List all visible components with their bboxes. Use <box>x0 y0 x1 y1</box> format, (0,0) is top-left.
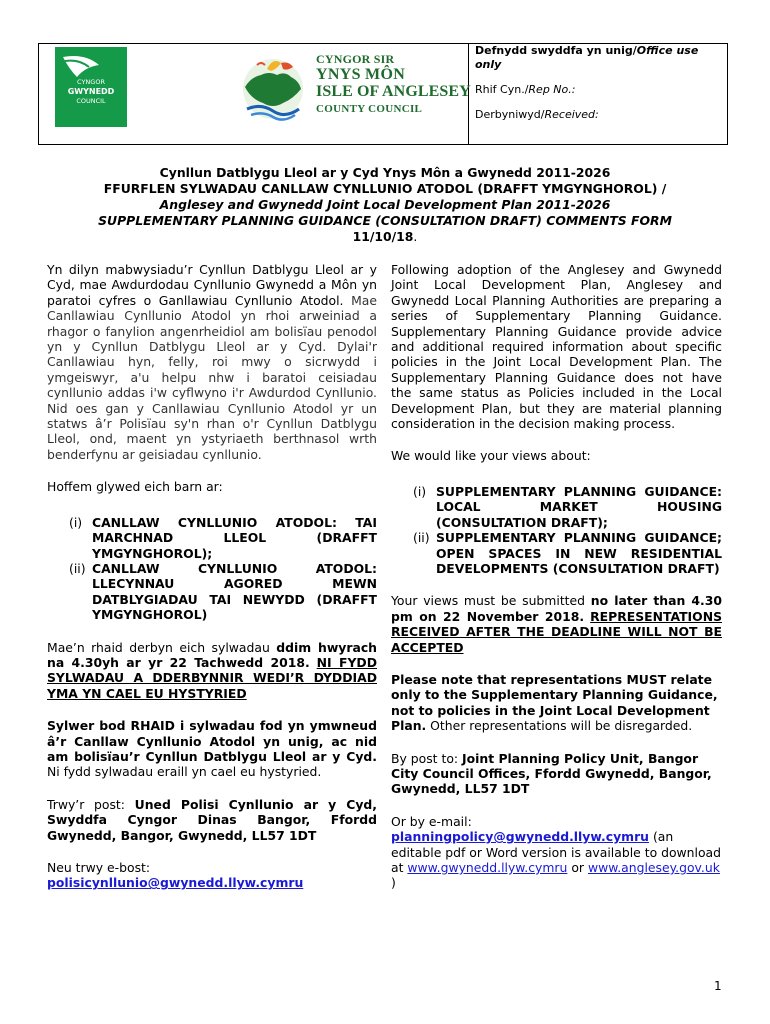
received-cy: Derbyniwyd/ <box>475 108 545 121</box>
office-use-label <box>475 44 725 72</box>
list-item <box>47 561 377 623</box>
anglesey-logo-line1: CYNGOR SIR <box>316 52 395 66</box>
welsh-deadline-b: ddim hwyrach na 4.30yh ar yr 22 Tachwedd 2018. <box>47 639 377 670</box>
english-post-label: By post to: <box>391 750 463 766</box>
list-item-number: (i) <box>413 483 427 499</box>
welsh-note-a: Sylwer bod RHAID i sylwadau fod yn ymwneud â’r Canllaw Cynllunio Atodol yn unig, ac nid am bolisïau’r Cynllun Datblygu Lleol ar y Cyd. <box>47 718 377 764</box>
received-en: Received: <box>544 108 599 121</box>
english-note <box>391 672 722 734</box>
list-item-number: (ii) <box>69 560 86 576</box>
anglesey-logo-line4: COUNTY COUNCIL <box>316 103 423 115</box>
list-item-number: (i) <box>69 514 83 530</box>
english-post-address: Joint Planning Policy Unit, Bangor City Council Offices, Ffordd Gwynedd, Bangor, Gwynedd, LL57 1DT <box>391 750 712 797</box>
english-deadline-a: Your views must be submitted <box>391 593 591 609</box>
office-use-cy: Defnydd swyddfa yn unig/ <box>475 44 637 57</box>
gwynedd-website-link[interactable]: www.gwynedd.llyw.cymru <box>407 860 568 875</box>
english-email-link[interactable]: planningpolicy@gwynedd.llyw.cymru <box>391 829 650 845</box>
welsh-views-heading: Hoffem glywed eich barn ar: <box>47 479 223 495</box>
welsh-guidance-list <box>47 515 377 623</box>
office-use-en: Office use only <box>475 44 699 71</box>
anglesey-council-logo-icon <box>237 53 309 125</box>
english-close: ) <box>391 875 396 891</box>
list-item <box>391 484 722 530</box>
title-date-suffix: . <box>413 229 418 244</box>
title-date-line <box>38 229 732 245</box>
title-line-1: Cynllun Datblygu Lleol ar y Cyd Ynys Môn a Gwynedd 2011-2026 <box>159 165 611 180</box>
anglesey-logo-line2: YNYS MÔN <box>316 66 406 83</box>
english-or: or <box>567 860 588 875</box>
gwynedd-logo-line1: CYNGOR <box>77 78 105 86</box>
form-title <box>38 165 732 245</box>
anglesey-website-link[interactable]: www.anglesey.gov.uk <box>587 860 720 875</box>
list-item <box>47 515 377 561</box>
page-number: 1 <box>714 979 722 993</box>
title-line-2: FFURFLEN SYLWADAU CANLLAW CYNLLUNIO ATODOL (DRAFFT YMGYNGHOROL) / <box>103 181 667 196</box>
welsh-post <box>47 797 377 843</box>
welsh-email-link[interactable]: polisicynllunio@gwynedd.llyw.cymru <box>47 875 304 891</box>
title-line-3: Anglesey and Gwynedd Joint Local Development Plan 2011-2026 <box>159 197 611 212</box>
english-note-a: Please note that representations MUST relate only to the Supplementary Planning Guidance, not to policies in the Joint Local Development Plan. <box>391 671 718 734</box>
received-label <box>475 108 725 122</box>
welsh-note-b: Ni fydd sylwadau eraill yn cael eu hystyried. <box>47 764 322 780</box>
rep-no-en: Rep No.: <box>528 83 576 96</box>
welsh-intro <box>47 262 377 462</box>
list-item-number: (ii) <box>413 530 430 546</box>
english-intro: Following adoption of the Anglesey and Gwynedd Joint Local Development Plan, Anglesey and Gwynedd Local Planning Authorities are preparing a series of Supplementary Planning Guidance. Supplementary Planning Guidance provide advice and additional required information about specific policies in the Joint Local Development Plan. The Supplementary Planning Guidance does not have the same status as Policies included in the Local Development Plan, but they are material planning consideration in the decision making process. <box>391 262 722 432</box>
list-item-text: CANLLAW CYNLLUNIO ATODOL: LLECYNNAU AGORED MEWN DATBLYGIADAU TAI NEWYDD (DRAFFT YMGYNGHOROL) <box>92 560 377 623</box>
welsh-email-line <box>47 875 377 890</box>
english-deadline <box>391 593 722 655</box>
english-email-line <box>391 829 722 891</box>
welsh-deadline <box>47 640 377 702</box>
welsh-note <box>47 718 377 780</box>
title-date: 11/10/18 <box>352 229 414 244</box>
english-deadline-b: no later than 4.30 pm on 22 November 2018. <box>391 593 722 624</box>
list-item <box>391 530 722 576</box>
list-item-text: SUPPLEMENTARY PLANNING GUIDANCE: LOCAL MARKET HOUSING (CONSULTATION DRAFT); <box>436 483 722 530</box>
office-use-block <box>475 44 725 122</box>
gwynedd-logo-line3: COUNCIL <box>76 97 106 105</box>
rep-no-label <box>475 83 725 97</box>
gwynedd-council-logo <box>55 47 127 127</box>
welsh-column <box>47 262 377 891</box>
english-email-label: Or by e-mail: <box>391 813 472 829</box>
anglesey-logo-text <box>316 53 471 115</box>
list-item-text: CANLLAW CYNLLUNIO ATODOL: TAI MARCHNAD LLEOL (DRAFFT YMGYNGHOROL); <box>92 514 377 561</box>
welsh-intro-b: Mae Canllawiau Cynllunio Atodol yn rhoi arweiniad a rhagor o fanylion angenrheidiol am bolisïau penodol yn y Cynllun Datblygu Lleol ar y Cyd. Dylai'r Canllawiau hyn, felly, roi mwy o sicrwydd i ymgeiswyr, a'u helpu nhw i baratoi ceisiadau cynllunio addas i'w cyflwyno i'r Awdurdod Cynllunio. Nid oes gan y Canllawiau Cynllunio Atodol yr un statws â’r Polisïau sy'n rhan o'r Cynllun Datblygu Lleol, ond, maent yn ystyriaeth berthnasol wrth benderfynu ar geisiadau cynllunio. <box>47 292 377 462</box>
welsh-post-label: Trwy’r post: <box>47 796 135 812</box>
welsh-deadline-warning: NI FYDD SYLWADAU A DDERBYNNIR WEDI’R DYDDIAD YMA YN CAEL EU HYSTYRIED <box>47 654 377 701</box>
english-views-heading: We would like your views about: <box>391 448 591 464</box>
english-guidance-list <box>391 484 722 576</box>
english-email-after: (an editable pdf or Word version is available to download at <box>391 829 721 875</box>
anglesey-logo-line3: ISLE OF ANGLESEY <box>316 83 471 100</box>
list-item-text: SUPPLEMENTARY PLANNING GUIDANCE; OPEN SPACES IN NEW RESIDENTIAL DEVELOPMENTS (CONSULTATION DRAFT) <box>436 530 722 576</box>
english-note-b: Other representations will be disregarded. <box>426 718 693 734</box>
english-column <box>391 262 722 891</box>
title-line-4: SUPPLEMENTARY PLANNING GUIDANCE (CONSULTATION DRAFT) COMMENTS FORM <box>98 213 672 228</box>
rep-no-cy: Rhif Cyn./ <box>475 83 529 96</box>
english-post <box>391 751 722 797</box>
gwynedd-logo-line2: GWYNEDD <box>67 87 115 96</box>
english-deadline-warning: REPRESENTATIONS RECEIVED AFTER THE DEADLINE WILL NOT BE ACCEPTED <box>391 608 722 655</box>
welsh-post-address: Uned Polisi Cynllunio ar y Cyd, Swyddfa Cyngor Dinas Bangor, Ffordd Gwynedd, Bangor, Gwynedd, LL57 1DT <box>47 796 378 843</box>
welsh-email-label: Neu trwy e-bost: <box>47 860 151 875</box>
welsh-intro-a: Yn dilyn mabwysiadu’r Cynllun Datblygu Lleol ar y Cyd, mae Awdurdodau Cynllunio Gwynedd a Môn yn paratoi cyfres o Ganllawiau Cynllunio Atodol. <box>47 262 377 308</box>
welsh-deadline-a: Mae’n rhaid derbyn eich sylwadau <box>47 639 277 655</box>
